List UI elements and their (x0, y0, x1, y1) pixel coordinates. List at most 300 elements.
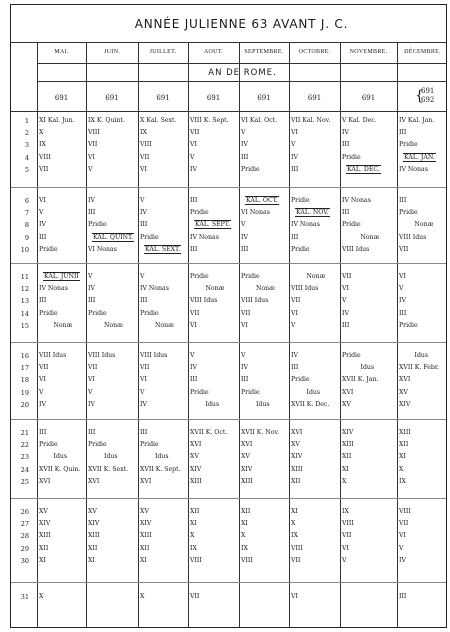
date-cell: VI (140, 376, 147, 384)
date-cell: Pridie (140, 441, 159, 449)
day-number: 29 (20, 544, 29, 553)
day-number: 3 (24, 141, 29, 150)
date-cell: VII (342, 273, 352, 280)
date-cell: IX (342, 508, 349, 515)
date-cell: Idus (414, 352, 429, 359)
day-number: 11 (20, 273, 29, 281)
date-cell: V (399, 285, 404, 293)
date-cell: IV Nonas (291, 221, 320, 229)
day-number: 4 (24, 153, 29, 162)
date-cell: III (399, 129, 407, 137)
date-cell: IV (241, 364, 248, 372)
date-cell: VI (399, 532, 406, 540)
date-cell: III (140, 429, 148, 436)
date-cell: IX (291, 532, 298, 540)
date-cell: VII (291, 556, 301, 564)
date-cell: XIV (39, 520, 51, 528)
date-cell: XVI (39, 477, 51, 485)
date-cell: XIV (140, 520, 152, 528)
date-cell: XII (88, 544, 98, 552)
date-cell: XII (39, 544, 49, 552)
year-dec-2: 692 (421, 96, 435, 104)
date-cell: III (39, 233, 47, 241)
kalends-cell: KAL. JAN. (404, 153, 435, 161)
date-cell: Nonæ (306, 273, 326, 280)
date-cell: VI Nonas (88, 245, 117, 253)
date-cell: XVII K. Oct. (190, 429, 228, 436)
kalends-cell: KAL. QUINT. (93, 233, 134, 241)
date-cell: X (39, 129, 44, 137)
month-header: JUIN. (104, 49, 120, 55)
date-cell: XVI (291, 429, 303, 436)
group-rule (11, 187, 446, 188)
page-title: ANNÉE JULIENNE 63 AVANT J. C. (134, 17, 349, 31)
date-cell: Pridie (399, 209, 418, 217)
date-cell: XI (399, 453, 406, 461)
day-number: 28 (20, 532, 29, 541)
date-cell: VII (88, 141, 98, 149)
date-cell: Pridie (291, 376, 310, 384)
date-cell: VII (241, 309, 251, 317)
date-cell: V (241, 352, 246, 359)
date-cell: VIII Idus (399, 233, 427, 241)
date-cell: XIII (140, 532, 152, 540)
date-cell: VII (190, 593, 200, 600)
month-header: AOUT. (203, 49, 224, 55)
day-number: 12 (20, 285, 29, 294)
date-cell: VIII Idus (241, 297, 269, 305)
day-number: 8 (24, 221, 29, 230)
an-de-rome: AN DE ROME. (208, 68, 277, 78)
month-header: DÉCEMBRE. (404, 49, 441, 55)
date-cell: V (241, 221, 246, 229)
date-cell: Pridie (241, 273, 260, 280)
date-cell: IV Nonas (342, 197, 371, 204)
date-cell: III (39, 429, 47, 436)
date-cell: III (342, 141, 350, 149)
date-cell: IV (88, 400, 95, 408)
date-cell: VIII Idus (291, 285, 319, 293)
date-cell: XIV (190, 465, 202, 473)
date-cell: IX K. Quint. (88, 117, 125, 124)
date-cell: XV (291, 441, 300, 449)
date-cell: XV (140, 508, 149, 515)
year-label: 691 (307, 94, 322, 102)
month-header: MAI. (54, 49, 69, 55)
date-cell: IV (399, 556, 406, 564)
date-cell: VIII (190, 556, 202, 564)
date-cell: Pridie (88, 441, 107, 449)
date-cell: IV (88, 197, 95, 204)
date-cell: V (190, 153, 195, 161)
date-cell: V (342, 556, 347, 564)
date-cell: XIII (241, 477, 253, 485)
column-divider (138, 43, 139, 627)
date-cell: XII (399, 441, 409, 449)
date-cell: III (291, 233, 299, 241)
date-cell: Pridie (342, 153, 361, 161)
date-cell: Idus (205, 400, 220, 408)
date-cell: IX (140, 129, 147, 137)
kalends-cell: KAL. SEXT. (145, 245, 181, 253)
date-cell: VIII Idus (190, 297, 218, 305)
date-cell: XVII K. Sext. (88, 465, 129, 473)
date-cell: Pridie (399, 141, 418, 149)
date-cell: V (342, 297, 347, 305)
date-cell: XII (190, 508, 200, 515)
date-cell: VII (342, 532, 352, 540)
date-cell: XIII (342, 441, 354, 449)
month-rule (37, 63, 446, 64)
date-cell: VIII (39, 153, 51, 161)
date-cell: XI (291, 508, 298, 515)
date-cell: IV Nonas (39, 285, 68, 293)
day-number: 19 (20, 388, 29, 397)
date-cell: Idus (256, 400, 270, 408)
date-cell: IV (190, 165, 197, 173)
date-cell: V (291, 321, 296, 329)
date-cell: Pridie (190, 388, 209, 396)
group-rule (11, 263, 446, 264)
date-cell: Nonæ (104, 321, 123, 329)
date-cell: III (241, 245, 249, 253)
date-cell: Idus (360, 364, 375, 372)
date-cell: VIII (342, 520, 354, 528)
day-number: 30 (20, 556, 29, 565)
date-cell: VI (190, 321, 197, 329)
date-cell: Pridie (88, 309, 107, 317)
column-divider (239, 43, 240, 627)
date-cell: Pridie (190, 273, 209, 280)
date-cell: XIV (399, 400, 411, 408)
date-cell: IV (241, 233, 248, 241)
date-cell: V (88, 273, 93, 280)
year-dec-1: 691 (421, 87, 435, 95)
date-cell: V Kal. Dec. (342, 117, 377, 124)
date-cell: XVII K. Nov. (241, 429, 280, 436)
date-cell: XI Kal. Jun. (39, 117, 75, 124)
day-number: 20 (20, 400, 29, 409)
day-number: 17 (20, 364, 29, 373)
date-cell: VIII Idus (140, 352, 168, 359)
date-cell: Pridie (399, 321, 418, 329)
date-cell: XIII (39, 532, 51, 540)
day-number: 14 (20, 309, 29, 318)
date-cell: XV (39, 508, 48, 515)
date-cell: Idus (53, 453, 68, 461)
date-cell: XIII (399, 429, 411, 436)
date-cell: XVI (190, 441, 202, 449)
date-cell: XIV (241, 465, 253, 473)
date-cell: IV (399, 297, 406, 305)
kalends-cell: KAL. SEPT. (195, 221, 230, 229)
year-label: 691 (54, 94, 69, 102)
date-cell: XVII K. Dec. (291, 400, 330, 408)
year-label: 691 (206, 94, 221, 102)
column-divider (188, 43, 189, 627)
date-cell: VII Kal. Nov. (291, 117, 331, 124)
date-cell: III (190, 197, 198, 204)
date-cell: XII (140, 544, 150, 552)
date-cell: XIII (190, 477, 202, 485)
date-cell: VI (39, 376, 46, 384)
date-cell: VI (342, 544, 349, 552)
date-cell: Pridie (291, 245, 310, 253)
date-cell: V (140, 273, 145, 280)
date-cell: IX (190, 544, 197, 552)
date-cell: Pridie (39, 309, 58, 317)
date-cell: VIII K. Sept. (190, 117, 229, 124)
column-divider (86, 43, 87, 627)
day-number: 5 (24, 165, 29, 174)
date-cell: VI (88, 376, 95, 384)
date-cell: VI Nonas (241, 209, 270, 217)
date-cell: IV (88, 285, 95, 293)
month-header: OCTOBRE. (298, 49, 331, 55)
date-cell: XV (342, 400, 351, 408)
date-cell: XV (241, 453, 250, 461)
date-cell: XI (88, 556, 95, 564)
date-cell: XVI (342, 388, 354, 396)
date-cell: X Kal. Sext. (140, 117, 177, 124)
date-cell: VII (190, 129, 200, 137)
date-cell: Idus (155, 453, 169, 461)
date-cell: VIII Idus (88, 352, 116, 359)
date-cell: XI (342, 465, 349, 473)
date-cell: III (291, 364, 299, 372)
date-cell: V (88, 388, 93, 396)
date-cell: III (39, 297, 47, 305)
date-cell: V (39, 388, 44, 396)
date-cell: VIII Idus (39, 352, 67, 359)
date-cell: Pridie (39, 245, 58, 253)
date-cell: III (241, 153, 249, 161)
date-cell: IV (241, 141, 248, 149)
month-header: JUILLET. (149, 49, 177, 55)
date-cell: Nonæ (360, 233, 380, 241)
date-cell: XVI (241, 441, 253, 449)
group-rule (11, 582, 446, 583)
date-cell: VII (39, 364, 49, 372)
date-cell: III (88, 429, 96, 436)
date-cell: III (399, 593, 407, 600)
date-cell: V (399, 544, 404, 552)
date-cell: XVII K. Jan. (342, 376, 379, 384)
date-cell: XIII (291, 465, 303, 473)
date-cell: III (399, 197, 407, 204)
day-number: 25 (20, 477, 29, 486)
date-cell: IV (342, 309, 349, 317)
date-cell: VII (190, 309, 200, 317)
month-header: SEPTEMBRE. (244, 49, 284, 55)
date-cell: IV (291, 352, 298, 359)
date-cell: IX (39, 141, 46, 149)
day-number: 21 (20, 429, 29, 437)
date-cell: VI (190, 141, 197, 149)
day-number: 18 (20, 376, 29, 385)
date-cell: III (399, 309, 407, 317)
date-cell: V (140, 388, 145, 396)
date-cell: III (342, 209, 350, 217)
title-rule (11, 42, 446, 43)
date-cell: XII (342, 453, 352, 461)
date-cell: XIV (291, 453, 303, 461)
date-cell: III (88, 297, 96, 305)
day-number: 2 (24, 129, 29, 138)
calendar-table (10, 4, 447, 628)
day-number: 31 (20, 593, 29, 601)
header-rule (11, 111, 446, 112)
date-cell: VI (291, 593, 298, 600)
date-cell: VII (140, 153, 150, 161)
day-number: 9 (24, 233, 29, 242)
date-cell: Pridie (342, 352, 361, 359)
column-divider (397, 43, 398, 627)
date-cell: XVII K. Febr. (399, 364, 440, 372)
date-cell: VII (88, 364, 98, 372)
date-cell: Pridie (140, 233, 159, 241)
date-cell: VI (140, 165, 147, 173)
day-number: 13 (20, 297, 29, 306)
date-cell: XII (241, 508, 251, 515)
date-cell: V (88, 165, 93, 173)
date-cell: Pridie (291, 197, 310, 204)
day-number: 1 (24, 117, 29, 125)
date-cell: IV (190, 364, 197, 372)
column-divider (340, 43, 341, 627)
date-cell: X (342, 477, 347, 485)
date-cell: III (190, 376, 198, 384)
date-cell: Pridie (342, 221, 361, 229)
group-rule (11, 342, 446, 343)
date-cell: IV (140, 400, 147, 408)
date-cell: VII (39, 165, 49, 173)
date-cell: IV (342, 129, 349, 137)
date-cell: Pridie (241, 388, 260, 396)
date-cell: Pridie (88, 221, 107, 229)
year-label: 691 (361, 94, 376, 102)
day-number: 27 (20, 520, 29, 529)
year-label: 691 (257, 94, 271, 102)
date-cell: XI (140, 556, 147, 564)
date-cell: VIII (88, 129, 100, 137)
date-cell: III (140, 297, 148, 305)
date-cell: XVI (399, 376, 411, 384)
date-cell: XIV (88, 520, 100, 528)
date-cell: XVI (140, 477, 152, 485)
date-cell: III (291, 165, 299, 173)
date-cell: VIII (399, 508, 411, 515)
date-cell: Nonæ (155, 321, 174, 329)
group-rule (11, 419, 446, 420)
date-cell: IV (140, 209, 147, 217)
date-cell: VII (399, 245, 409, 253)
group-rule (11, 498, 446, 499)
date-cell: VI (342, 285, 349, 293)
date-cell: X (140, 593, 145, 600)
date-cell: Pridie (241, 165, 260, 173)
day-number: 23 (20, 453, 29, 462)
date-cell: XVII K. Sept. (140, 465, 181, 473)
date-cell: VI (399, 273, 406, 280)
date-cell: III (140, 221, 148, 229)
date-cell: Pridie (190, 209, 209, 217)
date-cell: VI (88, 153, 95, 161)
date-cell: X (399, 465, 404, 473)
date-cell: IV (39, 400, 46, 408)
date-cell: IV Nonas (190, 233, 219, 241)
day-number: 26 (20, 508, 29, 516)
date-cell: VII (140, 364, 150, 372)
date-cell: XV (88, 508, 97, 515)
date-cell: V (241, 129, 246, 137)
date-cell: X (190, 532, 195, 540)
date-cell: XVI (88, 477, 100, 485)
date-cell: III (342, 321, 350, 329)
day-number: 22 (20, 441, 29, 450)
date-cell: IV Kal. Jan. (399, 117, 435, 124)
date-cell: X (39, 593, 44, 600)
date-cell: VIII Idus (342, 245, 370, 253)
an-rule (37, 81, 446, 82)
date-cell: XII (291, 477, 301, 485)
date-cell: IX (241, 544, 248, 552)
kalends-cell: KAL. DEC. (347, 165, 380, 173)
date-cell: VIII (241, 556, 253, 564)
date-cell: X (291, 520, 296, 528)
date-cell: III (190, 245, 198, 253)
day-number: 24 (20, 465, 29, 474)
date-cell: VII (399, 520, 409, 528)
date-cell: IV (291, 153, 298, 161)
date-cell: V (39, 209, 44, 217)
year-label: 691 (105, 94, 119, 102)
year-label: 691 (156, 94, 170, 102)
date-cell: Nonæ (53, 321, 73, 329)
date-cell: XI (241, 520, 248, 528)
date-cell: Pridie (140, 309, 159, 317)
date-cell: VI Kal. Oct. (241, 117, 278, 124)
date-cell: XV (399, 388, 408, 396)
year-december: { 691 692 (415, 87, 435, 104)
kalends-cell: KAL. NOV. (296, 209, 329, 217)
date-cell: VIII (291, 544, 303, 552)
month-header: NOVEMBRE. (349, 49, 388, 55)
date-cell: Idus (104, 453, 118, 461)
date-cell: Nonæ (414, 221, 434, 229)
date-cell: VI (291, 309, 298, 317)
date-cell: Nonæ (256, 285, 275, 293)
day-number: 6 (24, 197, 29, 205)
date-cell: VI (291, 129, 298, 137)
date-cell: IV Nonas (399, 165, 428, 173)
kalends-cell: KAL. JUNII (44, 273, 79, 280)
day-number: 7 (24, 209, 29, 218)
date-cell: Idus (306, 388, 321, 396)
date-cell: III (88, 209, 96, 217)
date-cell: VIII (140, 141, 152, 149)
date-cell: XIII (88, 532, 100, 540)
date-cell: XVII K. Quin. (39, 465, 81, 473)
date-cell: IV (39, 221, 46, 229)
date-cell: VII (291, 297, 301, 305)
date-cell: XV (190, 453, 199, 461)
date-cell: Pridie (39, 441, 58, 449)
day-number: 15 (20, 321, 29, 330)
date-cell: V (291, 141, 296, 149)
date-cell: X (241, 532, 246, 540)
column-divider (289, 43, 290, 627)
